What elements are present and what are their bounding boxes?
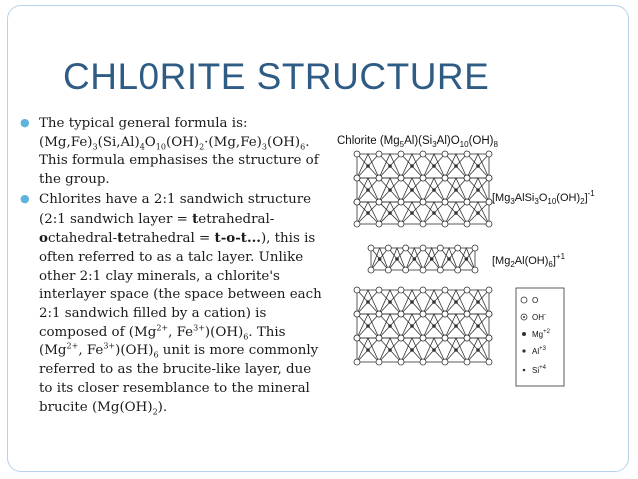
oxygen-atom <box>486 151 492 157</box>
talc-layer-top <box>354 151 492 227</box>
cation-atom <box>410 211 414 215</box>
cation-atom <box>476 188 480 192</box>
cation-atom <box>366 324 370 328</box>
legend <box>516 288 564 386</box>
oxygen-atom <box>354 287 360 293</box>
oxygen-atom <box>420 335 426 341</box>
oxygen-atom <box>420 287 426 293</box>
cation-atom <box>388 164 392 168</box>
structure-diagram <box>335 130 630 390</box>
oxygen-atom <box>398 359 404 365</box>
cation-atom <box>454 188 458 192</box>
oxygen-atom <box>354 311 360 317</box>
cation-atom <box>395 257 399 261</box>
oxygen-icon <box>521 297 527 303</box>
oxygen-atom <box>486 311 492 317</box>
cation-atom <box>454 164 458 168</box>
oxygen-atom <box>464 311 470 317</box>
legend-silicon: $Si^{+4}$ <box>532 365 546 375</box>
oxygen-atom <box>472 245 478 251</box>
oxygen-atom <box>472 267 478 273</box>
magnesium-icon <box>522 332 526 336</box>
sheet-outline <box>357 314 489 338</box>
oxygen-atom <box>486 221 492 227</box>
bullet-icon: ● <box>20 116 30 129</box>
oxygen-atom <box>368 245 374 251</box>
oxygen-atom <box>442 199 448 205</box>
cation-atom <box>388 188 392 192</box>
oxygen-atom <box>437 245 443 251</box>
hydroxyl-center-icon <box>523 316 525 318</box>
oxygen-atom <box>437 267 443 273</box>
oxygen-atom <box>420 221 426 227</box>
oxygen-atom <box>442 175 448 181</box>
oxygen-atom <box>354 151 360 157</box>
oxygen-atom <box>464 199 470 205</box>
oxygen-atom <box>464 175 470 181</box>
oxygen-atom <box>442 335 448 341</box>
talc-layer-bottom <box>354 287 492 365</box>
aluminium-icon <box>522 349 525 352</box>
chlorite-structure-figure <box>335 130 630 390</box>
cation-atom <box>454 324 458 328</box>
cation-atom <box>476 211 480 215</box>
legend-oxygen: O <box>532 296 539 305</box>
cation-atom <box>430 257 434 261</box>
oxygen-atom <box>385 267 391 273</box>
brucite-layer-label: $[Mg_2Al(OH)_6]^{+1}$ <box>492 252 566 269</box>
cation-atom <box>432 188 436 192</box>
oxygen-atom <box>420 175 426 181</box>
oxygen-atom <box>385 245 391 251</box>
oxygen-atom <box>455 245 461 251</box>
oxygen-atom <box>398 175 404 181</box>
oxygen-atom <box>486 359 492 365</box>
cation-atom <box>388 324 392 328</box>
cation-atom <box>454 348 458 352</box>
oxygen-atom <box>464 335 470 341</box>
oxygen-atom <box>354 359 360 365</box>
oxygen-atom <box>486 287 492 293</box>
oxygen-atom <box>403 267 409 273</box>
cation-atom <box>378 257 382 261</box>
oxygen-atom <box>376 151 382 157</box>
oxygen-atom <box>398 221 404 227</box>
slide-body <box>20 115 325 417</box>
legend-hydroxyl: OH- <box>532 312 546 322</box>
oxygen-atom <box>420 359 426 365</box>
oxygen-atom <box>464 287 470 293</box>
cation-atom <box>366 164 370 168</box>
oxygen-atom <box>442 359 448 365</box>
sheet-outline <box>357 178 489 202</box>
oxygen-atom <box>442 151 448 157</box>
brucite-layer <box>368 245 478 273</box>
oxygen-atom <box>420 311 426 317</box>
cation-atom <box>476 300 480 304</box>
oxygen-atom <box>486 175 492 181</box>
cation-atom <box>447 257 451 261</box>
figure-title: Chlorite $(Mg_5Al)(Si_3Al)O_{10}(OH)_8$ <box>337 135 498 149</box>
cation-atom <box>454 300 458 304</box>
cation-atom <box>432 324 436 328</box>
cation-atom <box>410 348 414 352</box>
cation-atom <box>476 324 480 328</box>
cation-atom <box>476 164 480 168</box>
oxygen-atom <box>398 287 404 293</box>
oxygen-atom <box>420 267 426 273</box>
oxygen-atom <box>354 199 360 205</box>
oxygen-atom <box>376 221 382 227</box>
oxygen-atom <box>442 221 448 227</box>
bullet-formula: ● The typical general formula is: $(Mg,Fe)_3(Si,Al)_4O_{10}(OH)_2\cdot(Mg,Fe)_3(OH)_6$. This formula emphasises the structure of the group. <box>20 116 319 188</box>
sheet-outline <box>357 154 489 178</box>
oxygen-atom <box>398 151 404 157</box>
cation-atom <box>366 348 370 352</box>
oxygen-atom <box>398 335 404 341</box>
bullet-sandwich: ● Chlorites have a 2:1 sandwich structure (2:1 sandwich layer = tetrahedral-octahedral-tetrahedral = t-o-t...), this is often referred to as a talc layer. Unlike other 2:1 clay minerals, a chlorite's interlayer space (the space between each 2:1 sandwich filled by a cation) is composed of ($Mg^{2+}$, $Fe^{3+})(OH)_6$. This ($Mg^{2+}$, $Fe^{3+})(OH)_6$ unit is more commonly referred to as the brucite-like layer, due to its closer resemblance to the mineral brucite $(Mg(OH)_2)$. <box>20 191 322 417</box>
oxygen-atom <box>486 335 492 341</box>
oxygen-atom <box>464 359 470 365</box>
oxygen-atom <box>455 267 461 273</box>
oxygen-atom <box>376 311 382 317</box>
sheet-outline <box>357 290 489 314</box>
oxygen-atom <box>398 311 404 317</box>
oxygen-atom <box>368 267 374 273</box>
oxygen-atom <box>354 221 360 227</box>
oxygen-atom <box>376 199 382 205</box>
oxygen-atom <box>376 175 382 181</box>
bullet-icon: ● <box>20 191 30 205</box>
oxygen-atom <box>398 199 404 205</box>
silicon-icon <box>523 369 526 372</box>
cation-atom <box>476 348 480 352</box>
cation-atom <box>366 300 370 304</box>
oxygen-atom <box>420 245 426 251</box>
cation-atom <box>454 211 458 215</box>
cation-atom <box>388 211 392 215</box>
talc-layer-label: $[Mg_3AlSi_3O_{10}(OH)_2]^{-1}$ <box>492 189 595 206</box>
oxygen-atom <box>376 287 382 293</box>
cation-atom <box>410 188 414 192</box>
oxygen-atom <box>464 221 470 227</box>
oxygen-atom <box>464 151 470 157</box>
legend-magnesium: $Mg^{+2}$ <box>532 329 550 339</box>
oxygen-atom <box>354 175 360 181</box>
oxygen-atom <box>442 287 448 293</box>
oxygen-atom <box>376 359 382 365</box>
cation-atom <box>388 348 392 352</box>
oxygen-atom <box>442 311 448 317</box>
cation-atom <box>410 164 414 168</box>
oxygen-atom <box>403 245 409 251</box>
legend-aluminium: $Al^{+3}$ <box>532 346 546 356</box>
slide-title: CHL0RITE STRUCTURE <box>63 56 490 97</box>
oxygen-atom <box>354 335 360 341</box>
cation-atom <box>413 257 417 261</box>
sheet-outline <box>357 338 489 362</box>
cation-atom <box>465 257 469 261</box>
oxygen-atom <box>376 335 382 341</box>
cation-atom <box>432 211 436 215</box>
cation-atom <box>410 300 414 304</box>
oxygen-atom <box>420 199 426 205</box>
cation-atom <box>432 348 436 352</box>
oxygen-atom <box>420 151 426 157</box>
cation-atom <box>432 164 436 168</box>
cation-atom <box>366 188 370 192</box>
cation-atom <box>410 324 414 328</box>
cation-atom <box>388 300 392 304</box>
cation-atom <box>432 300 436 304</box>
cation-atom <box>366 211 370 215</box>
